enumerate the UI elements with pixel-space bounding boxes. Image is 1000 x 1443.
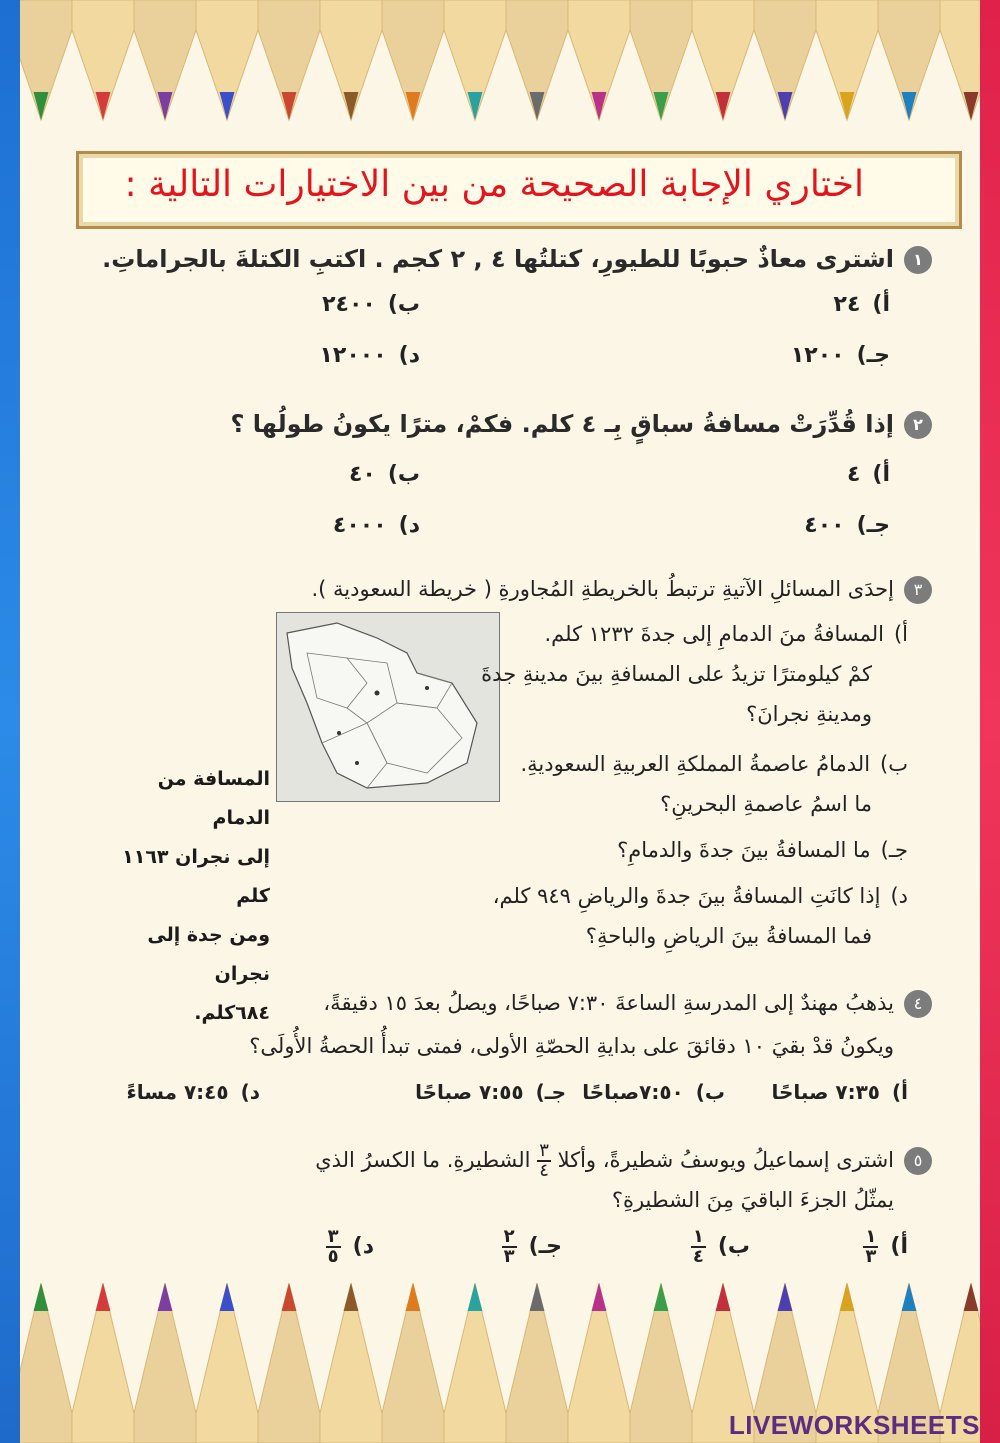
q5-option-c[interactable] — [502, 1228, 562, 1266]
fraction: $\frac{٢}{٣}$ — [503, 1226, 515, 1267]
q1-option-b[interactable] — [322, 292, 420, 317]
option-label: ب) — [387, 462, 420, 487]
q1-option-d[interactable] — [320, 343, 421, 368]
option-value: ٧:٥٥ صباحًا — [415, 1080, 524, 1104]
q4-option-b[interactable] — [582, 1080, 725, 1104]
q3-part-a-line3: ومدينةِ نجرانَ؟ — [746, 702, 872, 726]
part-text: ما المسافةُ بينَ جدةَ والدمامِ؟ — [617, 838, 871, 862]
note-line: ٦٨٤كلم. — [194, 1002, 270, 1024]
option-label: ب) — [695, 1080, 725, 1104]
option-value: ٤ — [846, 462, 861, 487]
option-value: ٧:٤٥ مساءً — [126, 1080, 229, 1104]
part-label: أ) — [893, 622, 908, 646]
q3-part-a-line2: كمْ كيلومترًا تزيدُ على المسافةِ بينَ مدينةِ جدةَ — [481, 662, 872, 686]
option-label: ب) — [717, 1234, 750, 1259]
part-label: ب) — [880, 752, 908, 776]
q4-option-c[interactable] — [415, 1080, 566, 1104]
q1-option-c[interactable] — [791, 343, 890, 368]
fraction: $\frac{١}{٤}$ — [692, 1226, 704, 1267]
part-text: الدمامُ عاصمةُ المملكةِ العربيةِ السعوديةِ. — [520, 752, 871, 776]
option-value: ٢٤٠٠ — [322, 292, 376, 317]
fraction: $\frac{٣}{٥}$ — [327, 1226, 339, 1267]
option-value: ١٢٠٠٠ — [319, 343, 387, 368]
q2-option-d[interactable] — [333, 513, 420, 538]
q2-option-c[interactable] — [804, 513, 890, 538]
fraction: $\frac{١}{٣}$ — [865, 1226, 877, 1267]
page-title: اختاري الإجابة الصحيحة من بين الاختيارات التالية : — [124, 164, 864, 205]
question-5-line1-end: الشطيرةِ. ما الكسرُ الذي — [315, 1148, 531, 1172]
note-line: ومن جدة إلى نجران — [147, 924, 270, 985]
part-text: إذا كانَتِ المسافةُ بينَ جدةَ والرياضِ ٩٤٩ كلم، — [492, 884, 881, 908]
question-number: ٥ — [904, 1147, 932, 1175]
question-2 — [230, 410, 932, 439]
option-label: أ) — [892, 1080, 908, 1104]
worksheet-page — [20, 0, 980, 1443]
question-4 — [323, 990, 932, 1018]
fraction-three-quarters: $\frac{٣}{٤}$ — [539, 1140, 549, 1181]
q4-option-a[interactable] — [771, 1080, 908, 1104]
q3-part-c — [617, 838, 908, 862]
left-border — [0, 0, 20, 1443]
question-5-line1: اشترى إسماعيلُ ويوسفُ شطيرةً، وأكلا — [557, 1148, 894, 1172]
q3-part-b-line2: ما اسمُ عاصمةِ البحرينِ؟ — [660, 792, 872, 816]
q2-option-a[interactable] — [847, 462, 890, 487]
question-4-line2: ويكونُ قدْ بقيَ ١٠ دقائقَ على بدايةِ الحصّةِ الأولى، فمتى تبدأُ الحصةُ الأُولَى؟ — [249, 1034, 894, 1058]
option-value: ٢٤ — [833, 292, 861, 317]
option-label: د) — [352, 1234, 374, 1259]
question-4-line1: يذهبُ مهندٌ إلى المدرسةِ الساعةَ ٧:٣٠ صباحًا، ويصلُ بعدَ ١٥ دقيقةً، — [323, 991, 894, 1015]
option-value: ٤٠ — [348, 462, 376, 487]
option-label: ب) — [387, 292, 420, 317]
q5-option-a[interactable] — [863, 1228, 908, 1266]
question-number: ٢ — [904, 411, 932, 439]
question-2-text: إذا قُدِّرَتْ مسافةُ سباقٍ بِـ ٤ كلم. فكمْ، مترًا يكونُ طولُها ؟ — [230, 410, 894, 438]
q3-part-d — [493, 884, 908, 908]
part-text: المسافةُ منَ الدمامِ إلى جدةَ ١٢٣٢ كلم. — [544, 622, 884, 646]
option-label: د) — [240, 1080, 260, 1104]
note-line: إلى نجران ١١٦٣ كلم — [122, 846, 270, 907]
saudi-map-image — [276, 612, 500, 802]
option-value: ٤٠٠ — [804, 513, 845, 538]
option-value: ٧:٣٥ صباحًا — [771, 1080, 880, 1104]
right-border — [980, 0, 1000, 1443]
q5-option-d[interactable] — [326, 1228, 374, 1266]
title-banner — [76, 151, 962, 229]
distance-note — [100, 760, 270, 1033]
option-value: ٤٠٠٠ — [332, 513, 387, 538]
liveworksheets-logo[interactable]: LIVEWORKSHEETS — [728, 1410, 980, 1440]
question-number: ٤ — [904, 990, 932, 1018]
option-label: د) — [398, 343, 420, 368]
option-label: جـ) — [856, 343, 890, 368]
question-3 — [312, 576, 933, 604]
q2-option-b[interactable] — [349, 462, 420, 487]
q1-option-a[interactable] — [834, 292, 890, 317]
question-1-text: اشترى معاذٌ حبوبًا للطيورِ، كتلتُها ٤ , ٢ كجم . اكتبِ الكتلةَ بالجراماتِ. — [102, 245, 894, 273]
map-icon — [277, 613, 499, 801]
question-5-line2: يمثّلُ الجزءَ الباقيَ مِنَ الشطيرةِ؟ — [611, 1188, 894, 1212]
option-label: جـ) — [856, 513, 890, 538]
option-label: أ) — [872, 462, 890, 487]
q3-part-d-line2: فما المسافةُ بينَ الرياضِ والباحةِ؟ — [585, 924, 872, 948]
option-label: جـ) — [535, 1080, 566, 1104]
question-number: ١ — [904, 246, 932, 274]
question-number: ٣ — [904, 576, 932, 604]
option-value: ١٢٠٠ — [790, 343, 845, 368]
part-label: د) — [890, 884, 908, 908]
q4-option-d[interactable] — [127, 1080, 260, 1104]
option-label: د) — [398, 513, 420, 538]
question-1 — [102, 245, 932, 274]
q3-part-b — [520, 752, 908, 776]
part-label: جـ) — [880, 838, 908, 862]
q3-part-a — [545, 622, 909, 646]
option-label: أ) — [890, 1234, 908, 1259]
question-5 — [315, 1142, 932, 1180]
q5-option-b[interactable] — [691, 1228, 750, 1266]
option-label: أ) — [872, 292, 890, 317]
note-line: المسافة من الدمام — [157, 768, 270, 829]
option-value: ٧:٥٠صباحًا — [582, 1080, 684, 1104]
question-3-intro: إحدَى المسائلِ الآتيةِ ترتبطُ بالخريطةِ المُجاورةِ ( خريطة السعودية ). — [311, 577, 894, 601]
option-label: جـ) — [528, 1234, 562, 1259]
